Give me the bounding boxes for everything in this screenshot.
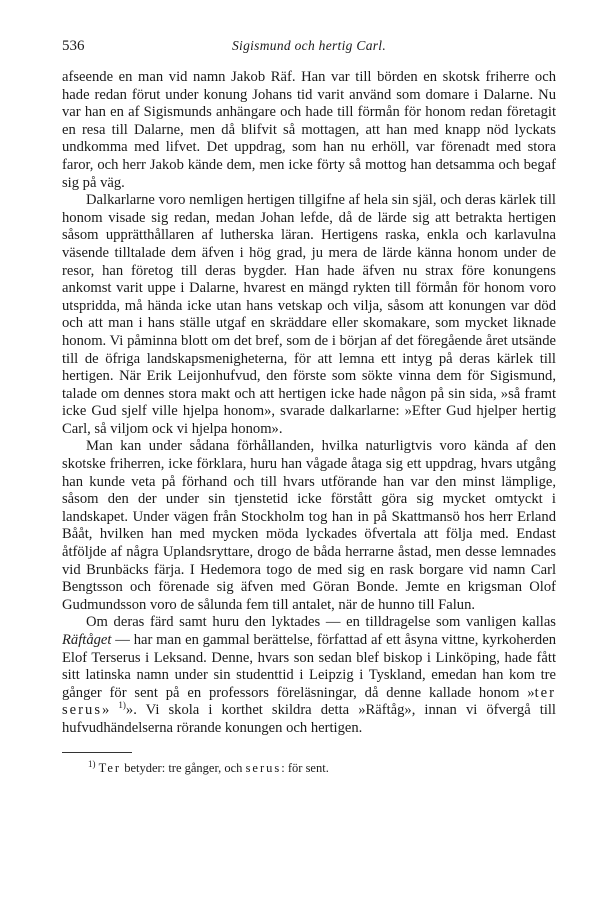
- footnote-marker: 1): [88, 758, 96, 769]
- paragraph-4-part-a: Om deras färd samt huru den lyktades — en tilldragelse som vanligen kallas: [86, 614, 556, 631]
- paragraph-2: Dalkarlarne voro nemligen hertigen tillgifne af hela sin själ, och deras kärlek till honom visade sig redan, medan Johan lefde, då de lärde sig att betrakta hertigen såsom upprätthållaren af lutherska läran. Hertigens raska, enkla och karlavulna väsende tilltalade dem äfven i hög grad, ju mera de lärde känna honom under de resor, han företog till deras bygder. Han hade äfven nu strax före konungens ankomst varit uppe i Dalarne, hvarest en mängd rykten till förmån för honom voro utspridda, må hända icke utan hans vetskap och vilja, såsom att konungen var död och att man i hans ställe utgaf en skräddare eller skomakare, som mycket liknade honom. Vi påminna blott om det bref, som de i början af det föregående året utsände till de öfriga landskapsmenigheterna, för att lemna ett intyg på deras kärlek till hertigen. När Erik Leijonhufvud, den förste som sökte vinna dem för Sigismund, talade om dennes stora makt och att hertigen icke hade någon på sin sida, »så framt icke Gud sjelf ville hjelpa honom», svarade dalkarlarne: »Efter Gud hjelper hertig Carl, så viljom ock vi hjelpa honom».: [62, 192, 556, 437]
- body-text: [62, 69, 556, 738]
- footnote-reference: 1): [118, 700, 126, 711]
- running-title: Sigismund och hertig Carl.: [231, 38, 387, 53]
- paragraph-1: afseende en man vid namn Jakob Räf. Han var till börden en skotsk friherre och hade redan förut under konung Johans tid varit använd som domare i Dalarne. Nu var han en af Sigismunds anhängare och hade till förmån för honom redan företagit en resa till Dalarne, men då blifvit så mottagen, att han med knapp nöd lyckats undkomma med lifvet. Det uppdrag, som han nu erhöll, var förenadt med stora faror, och herr Jakob kände dem, men icke förty så mottog han detsamma och begaf sig på väg.: [62, 69, 556, 191]
- footnote-term-2: serus: [245, 760, 282, 775]
- page-number: 536: [62, 38, 85, 54]
- footnote-term: Ter: [98, 760, 122, 775]
- paragraph-4-part-c: ». Vi skola i korthet skildra detta »Räftåg», innan vi öfvergå till hufvudhändelserna rörande konungen och hertigen.: [62, 702, 556, 736]
- paragraph-3: Man kan under sådana förhållanden, hvilka naturligtvis voro kända af den skotske friherren, icke förklara, huru han vågade åtaga sig ett uppdrag, hvars utgång han kunde veta på förhand och till hvars utförande han var den minst lämplige, såsom den der under sin tjenstetid icke förstått göra sig mycket omtyckt i landskapet. Under vägen från Stockholm tog han in på Skattmansö hos herr Erland Bååt, hvilken han med mycken möda lyckades öfvertala att följa med. Endast åtföljde af några Uplandsryttare, drogo de båda herrarne åstad, men desse lemnades vid Brunbäcks färja. I Hedemora togo de med sig en rask borgare vid namn Carl Bengtsson och förenade sig äfven med Göran Bonde. Jemte en krigsman Olof Gudmundsson voro de sålunda fem till antalet, när de hunno till Falun.: [62, 438, 556, 613]
- raftaget-term: Räftåget: [62, 632, 112, 648]
- page: [62, 38, 556, 776]
- page-header: [62, 38, 556, 58]
- footnote-text-a: betyder: tre gånger, och: [124, 760, 243, 775]
- footnote-divider: [62, 752, 132, 753]
- paragraph-4-part-b: — har man en gammal berättelse, författad af ett åsyna vittne, kyrkoherden Elof Terserus i Leksand. Denne, hvars son sedan blef biskop i Linköping, hade fått sitt latinska namn under sin studenttid i Leipzig i Tyskland, emedan han kom tre gånger för sent på en professors föreläsningar, då denne kallade honom »: [62, 632, 556, 701]
- paragraph-4: Om deras färd samt huru den lyktades — en tilldragelse som vanligen kallas Räftåget — har man en gammal berättelse, författad af ett åsyna vittne, kyrkoherden Elof Terserus i Leksand. Denne, hvars son sedan blef biskop i Linköping, hade fått sitt latinska namn under sin studenttid i Leipzig i Tyskland, emedan han kom tre gånger för sent på en professors föreläsningar, då denne kallade honom »ter serus» $^{1)}$». Vi skola i korthet skildra detta »Räftåg», innan vi öfvergå till hufvudhändelserna rörande konungen och hertigen.: [62, 614, 556, 736]
- footnote-text-b: : för sent.: [281, 760, 329, 775]
- ter-serus-term: ter serus: [62, 684, 556, 719]
- footnote: [62, 758, 556, 776]
